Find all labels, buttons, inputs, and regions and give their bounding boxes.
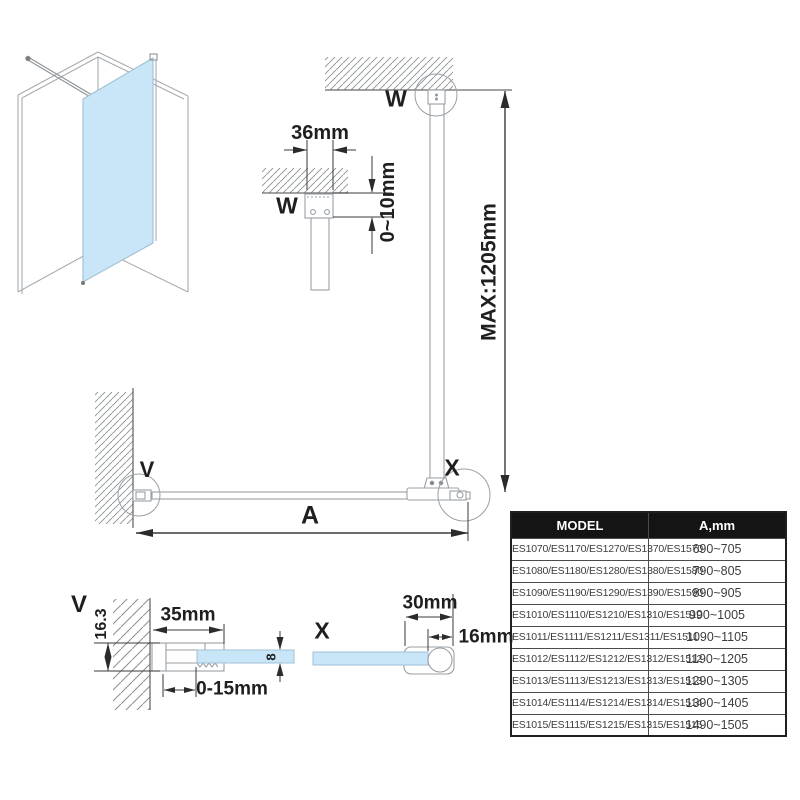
x-detail-ref-label: X [314, 617, 330, 644]
isometric-view [18, 52, 188, 294]
model-cell: ES1013/ES1113/ES1213/ES1313/ES1513 [511, 670, 649, 692]
a-value-cell: 1490~1505 [649, 714, 787, 736]
table-header-row [511, 512, 786, 538]
span-label: A [300, 501, 320, 530]
ceiling-ref-label: W [385, 85, 407, 112]
table-row [511, 582, 786, 604]
a-value-cell: 990~1005 [649, 604, 787, 626]
x-detail-width-label: 30mm [402, 592, 458, 614]
table-row [511, 560, 786, 582]
a-value-cell: 1390~1405 [649, 692, 787, 714]
table-row [511, 670, 786, 692]
w-detail-gap-label: 0~10mm [377, 161, 399, 243]
model-column-header: MODEL [511, 512, 649, 538]
v-detail-depth-label: 16.3 [93, 608, 110, 640]
table-row [511, 604, 786, 626]
a-value-cell: 690~705 [649, 538, 787, 560]
model-cell: ES1012/ES1112/ES1212/ES1312/ES1512 [511, 648, 649, 670]
glass-section-x [313, 652, 428, 665]
glass-section-v [197, 650, 294, 663]
corner-ref-label: X [444, 454, 460, 481]
model-cell: ES1010/ES1110/ES1210/ES1310/ES1510 [511, 604, 649, 626]
model-cell: ES1015/ES1115/ES1215/ES1315/ES1515 [511, 714, 649, 736]
v-detail-ref-label: V [70, 591, 88, 618]
wall-ref-label: V [139, 457, 155, 482]
w-detail-width-label: 36mm [291, 122, 349, 144]
table-row [511, 626, 786, 648]
a-value-cell: 790~805 [649, 560, 787, 582]
table-row [511, 714, 786, 736]
max-height-label: MAX:1205mm [477, 203, 501, 341]
v-detail-adjust-label: 0-15mm [196, 678, 268, 700]
model-cell: ES1011/ES1111/ES1211/ES1311/ES1511 [511, 626, 649, 648]
table-row [511, 692, 786, 714]
w-detail-ref-label: W [276, 192, 298, 219]
a-value-cell: 1090~1105 [649, 626, 787, 648]
model-cell: ES1014/ES1114/ES1214/ES1314/ES1514 [511, 692, 649, 714]
table-row [511, 538, 786, 560]
max-dimension [501, 91, 510, 492]
model-size-table [510, 511, 787, 737]
glass-panel [81, 54, 157, 285]
model-cell: ES1090/ES1190/ES1290/ES1390/ES1590 [511, 582, 649, 604]
a-mm-column-header: A,mm [649, 512, 787, 538]
x-detail-bar-label: 16mm [458, 626, 514, 648]
v-detail-width-label: 35mm [160, 604, 216, 626]
a-value-cell: 1290~1305 [649, 670, 787, 692]
a-value-cell: 1190~1205 [649, 648, 787, 670]
model-cell: ES1080/ES1180/ES1280/ES1380/ES1580 [511, 560, 649, 582]
table-row [511, 648, 786, 670]
a-value-cell: 890~905 [649, 582, 787, 604]
model-cell: ES1070/ES1170/ES1270/ES1370/ES1570 [511, 538, 649, 560]
v-detail-glass-thickness-label: 8 [263, 652, 279, 661]
